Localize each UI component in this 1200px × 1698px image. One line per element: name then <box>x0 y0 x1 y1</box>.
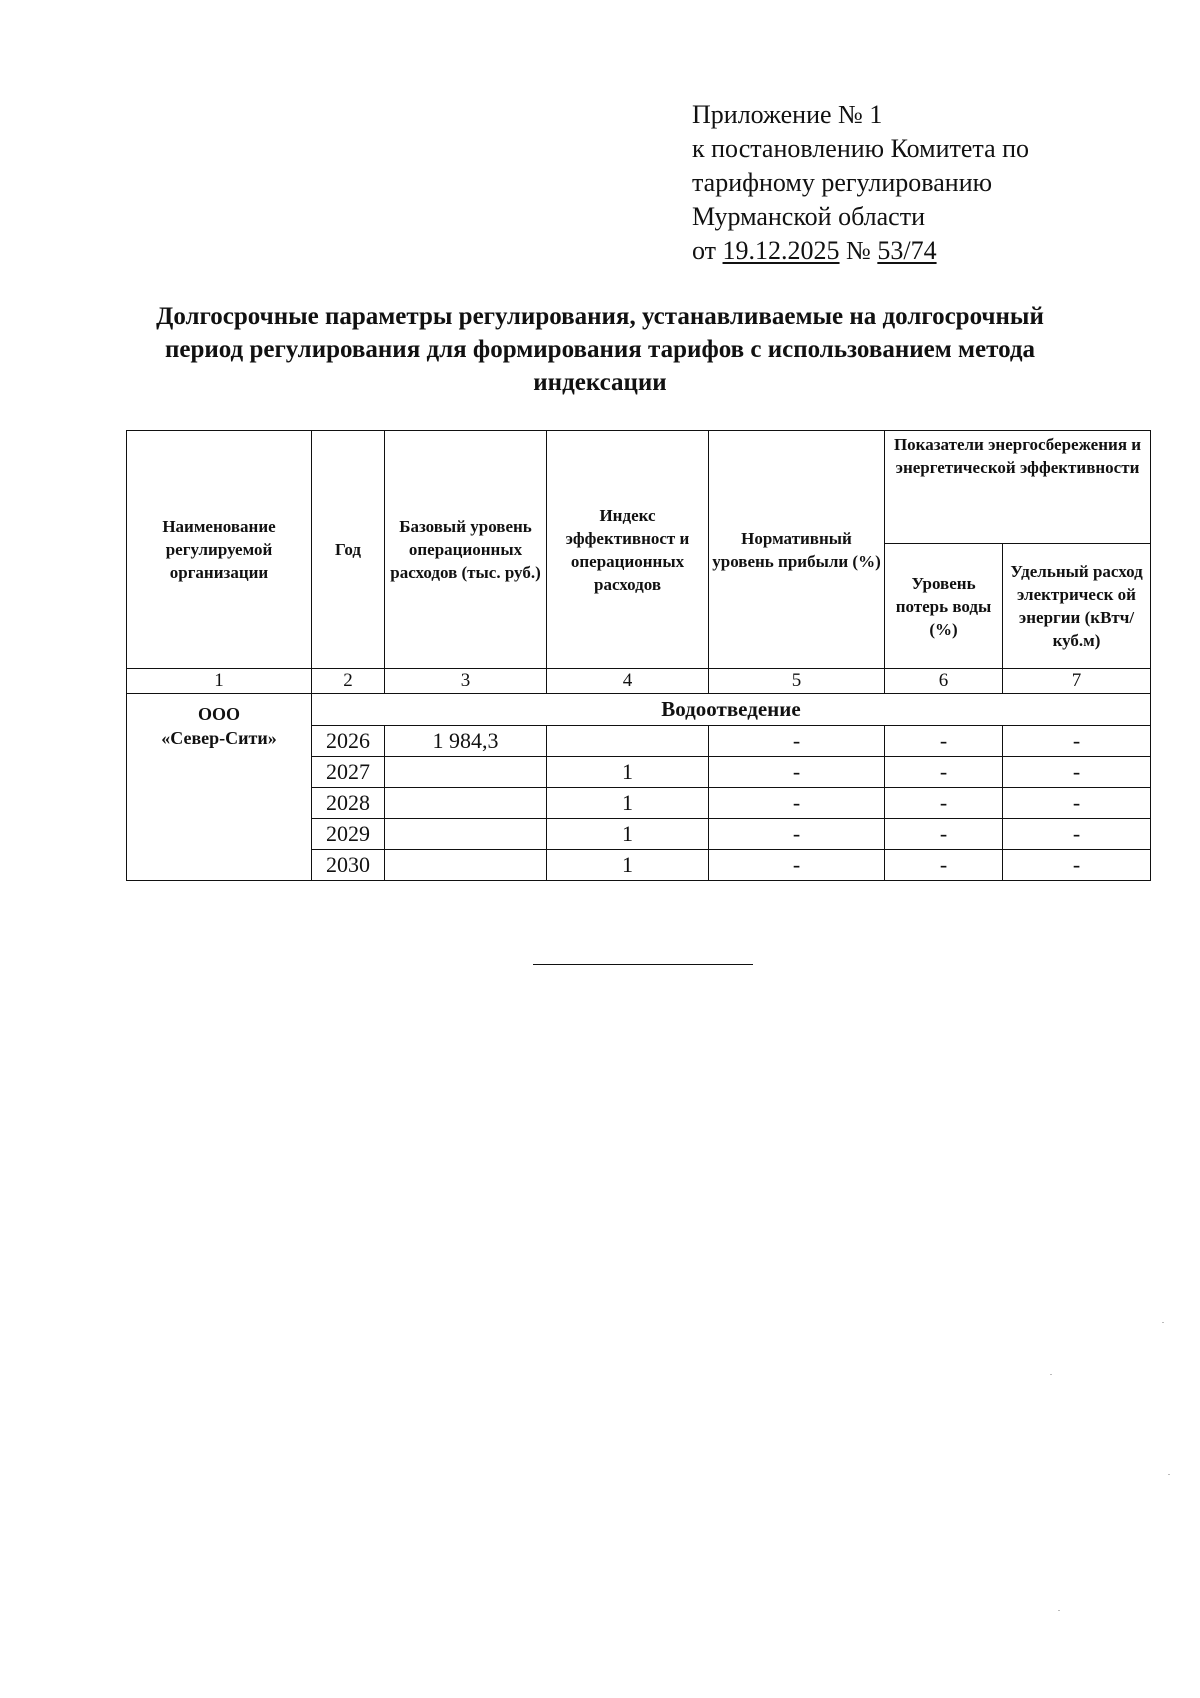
header-year: Год <box>312 431 385 669</box>
end-separator-line <box>533 964 753 965</box>
cell-base-opex <box>385 819 547 850</box>
cell-loss: - <box>885 757 1003 788</box>
cell-base-opex <box>385 757 547 788</box>
header-energy-group: Показатели энергосбережения и энергетической эффективности <box>885 431 1151 544</box>
appendix-line: тарифному регулированию <box>692 168 993 197</box>
parameters-table <box>126 430 1151 881</box>
cell-year: 2026 <box>312 726 385 757</box>
column-number: 1 <box>127 669 312 694</box>
column-number: 5 <box>709 669 885 694</box>
cell-year: 2028 <box>312 788 385 819</box>
cell-loss: - <box>885 788 1003 819</box>
cell-index: 1 <box>547 850 709 881</box>
cell-year: 2029 <box>312 819 385 850</box>
number-sign: № <box>846 236 871 265</box>
cell-index: 1 <box>547 819 709 850</box>
cell-electric: - <box>1003 726 1151 757</box>
document-title: Долгосрочные параметры регулирования, устанавливаемые на долгосрочный период регулирования для формирования тарифов с использованием метода индексации <box>156 303 1044 396</box>
cell-base-opex: 1 984,3 <box>385 726 547 757</box>
resolution-date: 19.12.2025 <box>722 236 840 265</box>
cell-loss: - <box>885 819 1003 850</box>
cell-loss: - <box>885 850 1003 881</box>
org-name: «Север-Сити» <box>161 728 277 748</box>
cell-electric: - <box>1003 788 1151 819</box>
scan-speck <box>1058 1610 1060 1611</box>
resolution-number: 53/74 <box>877 236 937 265</box>
cell-index: 1 <box>547 757 709 788</box>
column-number: 4 <box>547 669 709 694</box>
cell-profit: - <box>709 726 885 757</box>
cell-index <box>547 726 709 757</box>
header-electric-consumption: Удельный расход электрическ ой энергии (кВтч/куб.м) <box>1003 544 1151 669</box>
cell-profit: - <box>709 757 885 788</box>
section-title: Водоотведение <box>312 694 1151 726</box>
date-prefix: от <box>692 236 717 265</box>
cell-electric: - <box>1003 757 1151 788</box>
cell-base-opex <box>385 788 547 819</box>
cell-year: 2030 <box>312 850 385 881</box>
header-profit-level: Нормативный уровень прибыли (%) <box>709 431 885 669</box>
cell-profit: - <box>709 788 885 819</box>
cell-electric: - <box>1003 850 1151 881</box>
cell-year: 2027 <box>312 757 385 788</box>
cell-loss: - <box>885 726 1003 757</box>
appendix-line: Мурманской области <box>692 202 925 231</box>
column-number: 2 <box>312 669 385 694</box>
cell-base-opex <box>385 850 547 881</box>
cell-index: 1 <box>547 788 709 819</box>
appendix-line: Приложение № 1 <box>692 100 883 129</box>
cell-profit: - <box>709 819 885 850</box>
header-base-opex: Базовый уровень операционных расходов (тыс. руб.) <box>385 431 547 669</box>
column-number-row <box>127 669 1151 694</box>
header-org: Наименование регулируемой организации <box>127 431 312 669</box>
header-water-loss: Уровень потерь воды (%) <box>885 544 1003 669</box>
column-number: 7 <box>1003 669 1151 694</box>
cell-profit: - <box>709 850 885 881</box>
organization-cell <box>127 694 312 881</box>
scan-speck <box>1168 1474 1170 1475</box>
header-efficiency-index: Индекс эффективност и операционных расходов <box>547 431 709 669</box>
scan-speck <box>1050 1374 1052 1375</box>
org-type: ООО <box>197 704 240 724</box>
section-row <box>127 694 1151 726</box>
appendix-block <box>692 98 1029 268</box>
column-number: 3 <box>385 669 547 694</box>
appendix-line: к постановлению Комитета по <box>692 134 1030 163</box>
column-number: 6 <box>885 669 1003 694</box>
cell-electric: - <box>1003 819 1151 850</box>
appendix-date-line <box>692 234 1029 268</box>
header-row <box>127 431 1151 544</box>
scan-speck <box>1162 1322 1164 1323</box>
